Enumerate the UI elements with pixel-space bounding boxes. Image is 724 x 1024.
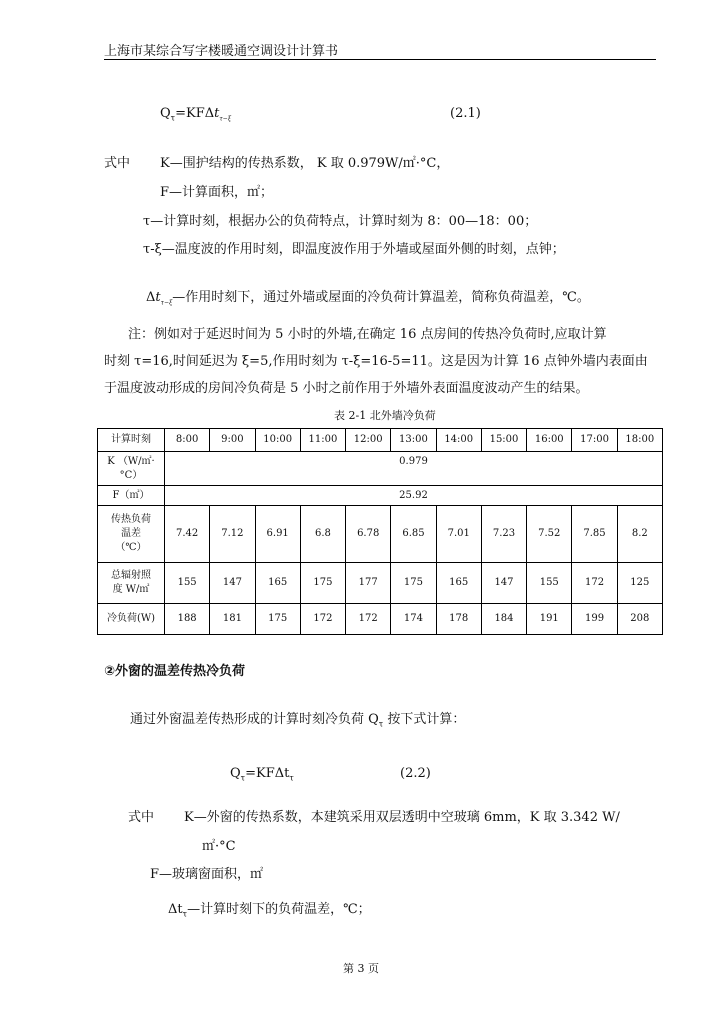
document-header: 上海市某综合写字楼暖通空调设计计算书 [104,44,339,59]
header-cell-label: 计算时刻 [98,429,165,452]
formula-q-sub: τ [170,113,176,123]
temp-diff-cell: 7.12 [210,506,255,563]
row-label-k [98,452,165,486]
temp-diff-cell: 7.52 [527,506,572,563]
time-cell: 10:00 [255,429,300,452]
irradiance-cell: 147 [210,563,255,604]
intro-text-1: 通过外窗温差传热形成的计算时刻冷负荷 Q [130,712,379,727]
cooling-load-cell: 188 [165,604,210,635]
dt-description: —作用时刻下，通过外墙或屋面的冷负荷计算温差，简称负荷温差，℃。 [172,290,590,305]
cooling-load-cell: 184 [481,604,526,635]
table-row-k [98,452,663,486]
time-cell: 9:00 [210,429,255,452]
f-value-cell: 25.92 [165,486,663,506]
row-label-t-line3: （℃） [115,542,147,553]
formula-kf: =KFΔ [175,106,215,121]
irradiance-cell: 172 [572,563,617,604]
window-k-line1: K—外窗的传热系数，本建筑采用双层透明中空玻璃 6mm，K 取 3.342 W/ [184,810,620,825]
where-label-1: 式中 [104,156,131,171]
intro-text-2: 按下式计算： [383,712,466,727]
where-tau-xi-line: τ-ξ—温度波的作用时刻，即温度波作用于外墙或屋面外侧的时刻，点钟； [143,242,565,257]
row-label-t-line1: 传热负荷 [111,514,151,525]
time-cell: 11:00 [300,429,345,452]
row-label-temp-diff [98,506,165,563]
where-k-line: K—围护结构的传热系数， K 取 0.979W/㎡·°C， [160,156,450,171]
formula-t: t [214,106,220,121]
table-row-irradiance [98,563,663,604]
formula-2-1-number: (2.1) [450,106,481,121]
k-value-cell: 0.979 [165,452,663,486]
section2-intro [130,708,465,729]
temp-diff-cell: 8.2 [617,506,662,563]
time-cell: 8:00 [165,429,210,452]
irradiance-cell: 165 [436,563,481,604]
cooling-load-cell: 191 [527,604,572,635]
formula-2-1 [160,106,231,123]
note-line-2: 时刻 τ=16,时间延迟为 ξ=5,作用时刻为 τ-ξ=16-5=11。这是因为计算 16 点钟外墙内表面由 [104,354,648,369]
row-label-k-line2: °C） [119,469,143,481]
where-tau-line: τ—计算时刻，根据办公的负荷特点，计算时刻为 8：00—18：00； [143,214,538,229]
time-cell: 15:00 [481,429,526,452]
window-f-line: F—玻璃窗面积，㎡ [150,867,264,882]
irradiance-cell: 155 [165,563,210,604]
dt-var: t [155,290,161,305]
formula2-q-sub: τ [240,773,246,783]
formula2-q: Q [230,766,241,781]
window-k-line2: ㎡·°C [202,839,236,854]
time-cell: 14:00 [436,429,481,452]
cooling-load-cell: 208 [617,604,662,635]
dt-var-sub: τ−ξ [160,299,173,307]
note-line-3: 于温度波动形成的房间冷负荷是 5 小时之前作用于外墙外表面温度波动产生的结果。 [104,381,589,396]
delta-symbol: Δ [146,290,156,305]
temp-diff-cell: 6.85 [391,506,436,563]
temp-diff-cell: 6.78 [346,506,391,563]
time-cell: 17:00 [572,429,617,452]
formula-2-2-number: (2.2) [400,766,431,781]
where-dt-line [146,286,590,307]
row-label-i-line2: 度 W/㎡ [112,584,150,595]
cooling-load-cell: 174 [391,604,436,635]
window-dt-line [168,898,371,919]
note-line-1: 注：例如对于延迟时间为 5 小时的外墙,在确定 16 点房间的传热冷负荷时,应取计算 [128,327,607,342]
irradiance-cell: 175 [391,563,436,604]
time-cell: 12:00 [346,429,391,452]
irradiance-cell: 177 [346,563,391,604]
table-header-row [98,429,663,452]
header-rule [104,59,656,60]
row-label-i-line1: 总辐射照 [111,570,151,581]
row-label-cooling-load: 冷负荷(W) [98,604,165,635]
page-number: 第 3 页 [343,962,379,975]
cooling-load-cell: 181 [210,604,255,635]
time-cell: 18:00 [617,429,662,452]
irradiance-cell: 147 [481,563,526,604]
temp-diff-cell: 7.85 [572,506,617,563]
window-dt-description: —计算时刻下的负荷温差，℃； [187,902,371,917]
table-row-cooling-load [98,604,663,635]
time-cell: 13:00 [391,429,436,452]
temp-diff-cell: 6.8 [300,506,345,563]
table-row-temp-diff [98,506,663,563]
section-heading-window: ②外窗的温差传热冷负荷 [104,664,246,679]
irradiance-cell: 165 [255,563,300,604]
formula-q: Q [160,106,171,121]
irradiance-cell: 125 [617,563,662,604]
window-dt-symbol: Δt [168,902,183,917]
cooling-load-cell: 172 [346,604,391,635]
time-cell: 16:00 [527,429,572,452]
north-wall-load-table [97,428,663,635]
row-label-k-line1: K （W/㎡· [107,455,155,467]
cooling-load-cell: 172 [300,604,345,635]
row-label-f: F（㎡） [98,486,165,506]
formula2-t-sub: τ [289,773,294,783]
temp-diff-cell: 7.42 [165,506,210,563]
intro-sub: τ [378,719,384,729]
irradiance-cell: 175 [300,563,345,604]
cooling-load-cell: 199 [572,604,617,635]
row-label-irradiance [98,563,165,604]
temp-diff-cell: 6.91 [255,506,300,563]
where-label-2: 式中 [128,810,155,825]
temp-diff-cell: 7.01 [436,506,481,563]
table-caption: 表 2-1 北外墙冷负荷 [334,409,436,422]
temp-diff-cell: 7.23 [481,506,526,563]
table-row-f [98,486,663,506]
window-dt-sub: τ [182,909,188,919]
row-label-t-line2: 温差 [121,528,141,539]
formula2-rest: =KFΔt [245,766,290,781]
cooling-load-cell: 175 [255,604,300,635]
formula-2-2 [230,766,294,783]
cooling-load-cell: 178 [436,604,481,635]
irradiance-cell: 155 [527,563,572,604]
formula-t-sub: τ−ξ [219,115,232,123]
where-f-line: F—计算面积，㎡； [160,185,274,200]
